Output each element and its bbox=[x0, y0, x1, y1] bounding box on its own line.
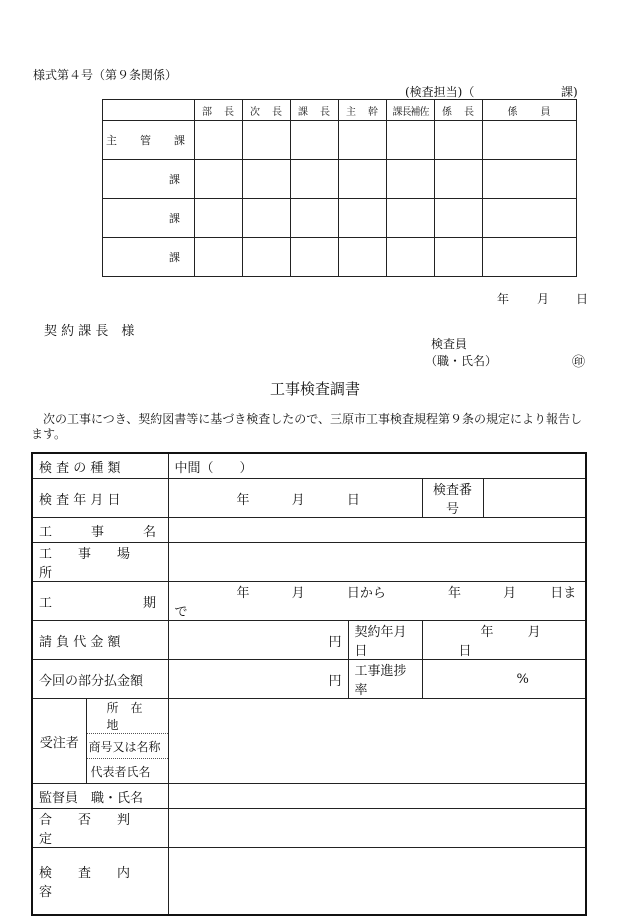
stamp-cell[interactable] bbox=[387, 160, 435, 199]
approval-col-kakaricho: 係 長 bbox=[435, 100, 483, 121]
partial-payment-field[interactable]: 円 bbox=[168, 660, 348, 699]
inspection-dept-suffix: 課) bbox=[561, 85, 578, 99]
stamp-cell[interactable] bbox=[195, 160, 243, 199]
period-field[interactable]: 年 月 日から 年 月 日まで bbox=[168, 582, 586, 621]
project-name-label: 工 事 名 bbox=[32, 518, 168, 543]
stamp-cell[interactable] bbox=[339, 238, 387, 277]
approval-row-label: 課 bbox=[103, 199, 195, 238]
date-label: 検 査 年 月 日 bbox=[32, 479, 168, 518]
stamp-cell[interactable] bbox=[387, 238, 435, 277]
contract-amount-field[interactable]: 円 bbox=[168, 621, 348, 660]
inspection-report-table bbox=[31, 452, 587, 916]
contractor-label: 受注者 bbox=[32, 699, 86, 784]
stamp-cell[interactable] bbox=[195, 121, 243, 160]
supervisor-field[interactable] bbox=[168, 784, 586, 809]
stamp-cell[interactable] bbox=[291, 121, 339, 160]
kind-label: 検 査 の 種 類 bbox=[32, 453, 168, 479]
date-month: 月 bbox=[537, 292, 550, 306]
intro-text: 次の工事につき、契約図書等に基づき検査したので、三原市工事検査規程第９条の規定により報告します。 bbox=[31, 412, 583, 441]
contractor-name-field[interactable] bbox=[168, 734, 586, 759]
contractor-rep-field[interactable] bbox=[168, 759, 586, 784]
approval-col-bucho: 部 長 bbox=[195, 100, 243, 121]
approval-row-label: 課 bbox=[103, 238, 195, 277]
inspection-no-label: 検査番号 bbox=[422, 479, 483, 518]
inspector-label: 検査員 bbox=[431, 337, 468, 351]
approval-col-kakariin: 係 員 bbox=[483, 100, 577, 121]
contractor-address-field[interactable] bbox=[168, 699, 586, 734]
stamp-cell[interactable] bbox=[243, 160, 291, 199]
stamp-cell[interactable] bbox=[387, 199, 435, 238]
progress-label: 工事進捗率 bbox=[348, 660, 422, 699]
seal-icon: ㊞ bbox=[572, 355, 586, 370]
date-day: 日 bbox=[576, 292, 589, 306]
contract-amount-label: 請 負 代 金 額 bbox=[32, 621, 168, 660]
stamp-cell[interactable] bbox=[243, 199, 291, 238]
stamp-cell[interactable] bbox=[195, 199, 243, 238]
stamp-cell[interactable] bbox=[483, 199, 577, 238]
project-name-field[interactable] bbox=[168, 518, 586, 543]
judgment-field[interactable] bbox=[168, 809, 586, 848]
approval-corner bbox=[103, 100, 195, 121]
stamp-cell[interactable] bbox=[387, 121, 435, 160]
approval-col-kacho: 課 長 bbox=[291, 100, 339, 121]
addressee: 契 約 課 長 様 bbox=[44, 324, 135, 339]
inspector-name-label: （職・氏名） bbox=[425, 354, 498, 368]
project-site-field[interactable] bbox=[168, 543, 586, 582]
contract-date-label: 契約年月日 bbox=[348, 621, 422, 660]
partial-payment-label: 今回の部分払金額 bbox=[32, 660, 168, 699]
stamp-cell[interactable] bbox=[339, 160, 387, 199]
stamp-cell[interactable] bbox=[435, 238, 483, 277]
content-label: 検 査 内 容 bbox=[32, 848, 168, 916]
inspection-no-field[interactable] bbox=[483, 479, 586, 518]
form-number: 様式第４号（第９条関係） bbox=[33, 68, 178, 82]
approval-row-label: 主 管 課 bbox=[103, 121, 195, 160]
stamp-cell[interactable] bbox=[435, 199, 483, 238]
stamp-cell[interactable] bbox=[435, 160, 483, 199]
content-field[interactable] bbox=[168, 848, 586, 916]
stamp-cell[interactable] bbox=[339, 121, 387, 160]
judgment-label: 合 否 判 定 bbox=[32, 809, 168, 848]
inspection-dept-label: (検査担当)（ bbox=[405, 85, 475, 99]
stamp-cell[interactable] bbox=[483, 160, 577, 199]
project-site-label: 工 事 場 所 bbox=[32, 543, 168, 582]
stamp-cell[interactable] bbox=[483, 121, 577, 160]
contract-date-field[interactable]: 年 月 日 bbox=[422, 621, 586, 660]
date-year: 年 bbox=[497, 292, 510, 306]
approval-col-shukan: 主 幹 bbox=[339, 100, 387, 121]
stamp-cell[interactable] bbox=[195, 238, 243, 277]
stamp-cell[interactable] bbox=[291, 160, 339, 199]
stamp-cell[interactable] bbox=[243, 121, 291, 160]
page-title: 工事検査調書 bbox=[270, 380, 361, 398]
approval-col-jicho: 次 長 bbox=[243, 100, 291, 121]
approval-col-kachohosa: 課長補佐 bbox=[387, 100, 435, 121]
period-label: 工 期 bbox=[32, 582, 168, 621]
stamp-cell[interactable] bbox=[291, 199, 339, 238]
inspection-date-field[interactable]: 年 月 日 bbox=[168, 479, 422, 518]
stamp-cell[interactable] bbox=[243, 238, 291, 277]
contractor-name-label: 商号又は名称 bbox=[86, 734, 168, 759]
approval-stamp-table bbox=[102, 99, 577, 277]
stamp-cell[interactable] bbox=[435, 121, 483, 160]
stamp-cell[interactable] bbox=[339, 199, 387, 238]
kind-value[interactable]: 中間（ ） bbox=[168, 453, 586, 479]
approval-row-label: 課 bbox=[103, 160, 195, 199]
progress-field[interactable]: % bbox=[422, 660, 586, 699]
stamp-cell[interactable] bbox=[291, 238, 339, 277]
supervisor-label: 監督員 職・氏名 bbox=[32, 784, 168, 809]
contractor-address-label: 所 在 地 bbox=[86, 699, 168, 734]
contractor-rep-label: 代表者氏名 bbox=[86, 759, 168, 784]
stamp-cell[interactable] bbox=[483, 238, 577, 277]
